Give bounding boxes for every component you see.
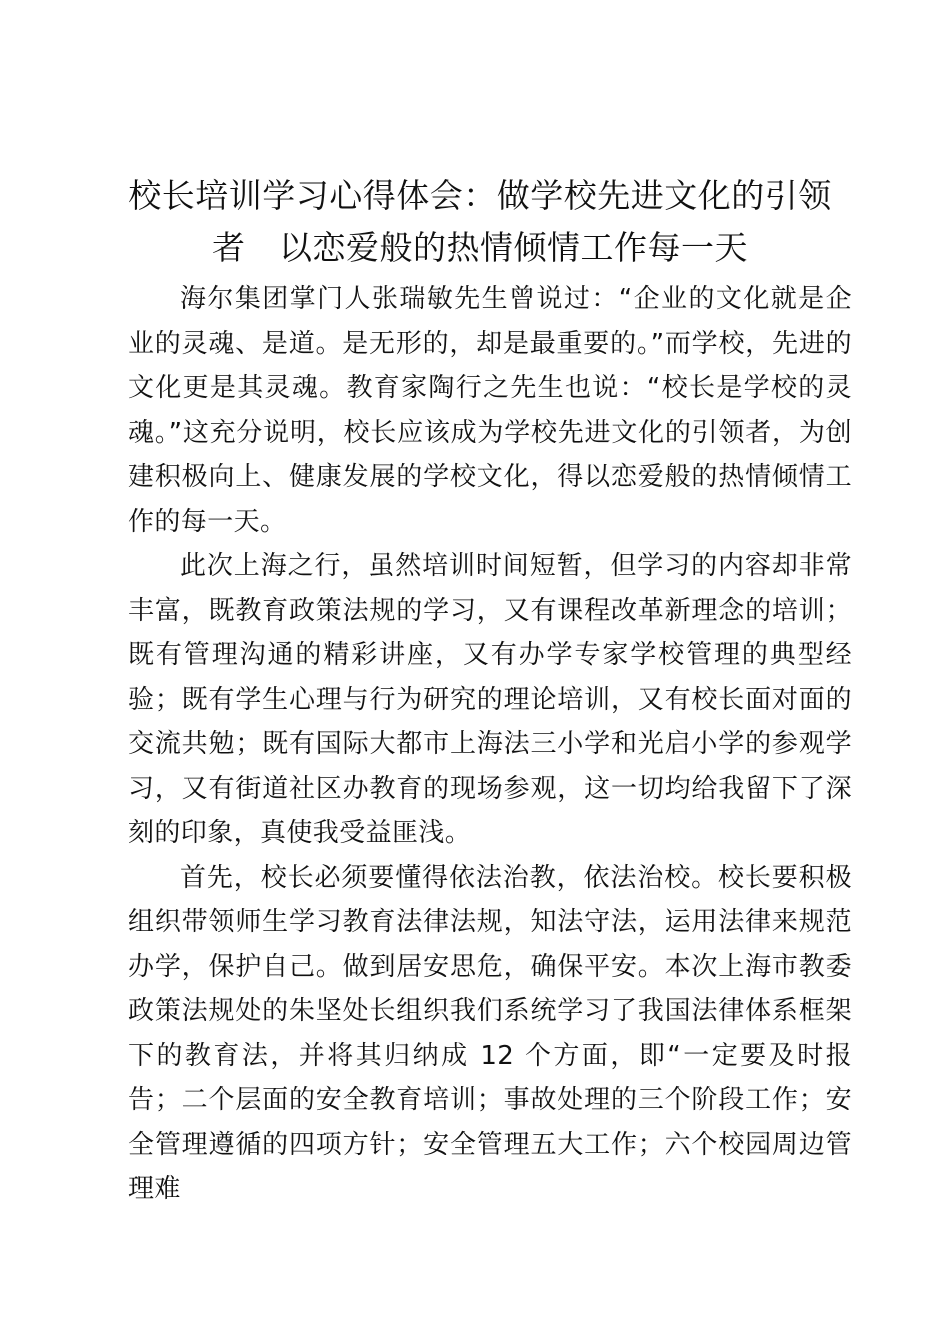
paragraph-1: 海尔集团掌门人张瑞敏先生曾说过：“企业的文化就是企业的灵魂、是道。是无形的，却是最重要的。”而学校，先进的文化更是其灵魂。教育家陶行之先生也说：“校长是学校的灵魂。”这充分说明，校长应该成为学校先进文化的引领者，为创建积极向上、健康发展的学校文化，得以恋爱般的热情倾情工作的每一天。 [128, 284, 852, 537]
paragraph-3: 首先，校长必须要懂得依法治教，依法治校。校长要积极组织带领师生学习教育法律法规，知法守法，运用法律来规范办学，保护自己。做到居安思危，确保平安。本次上海市教委政策法规处的朱坚处长组织我们系统学习了我国法律体系框架下的教育法，并将其归纳成 12 个方面，即“一定要及时报告；二个层面的安全教育培训；事故处理的三个阶段工作；安全管理遵循的四项方针；安全管理五大工作；六个校园周边管理难 [128, 862, 852, 1204]
paragraph-2: 此次上海之行，虽然培训时间短暂，但学习的内容却非常丰富，既教育政策法规的学习，又有课程改革新理念的培训；既有管理沟通的精彩讲座，又有办学专家学校管理的典型经验；既有学生心理与行为研究的理论培训，又有校长面对面的交流共勉；既有国际大都市上海法三小学和光启小学的参观学习，又有街道社区办教育的现场参观，这一切均给我留下了深刻的印象，真使我受益匪浅。 [128, 551, 852, 848]
document-body [128, 277, 852, 1212]
document-title: 校长培训学习心得体会：做学校先进文化的引领者 以恋爱般的热情倾情工作每一天 [128, 176, 832, 267]
